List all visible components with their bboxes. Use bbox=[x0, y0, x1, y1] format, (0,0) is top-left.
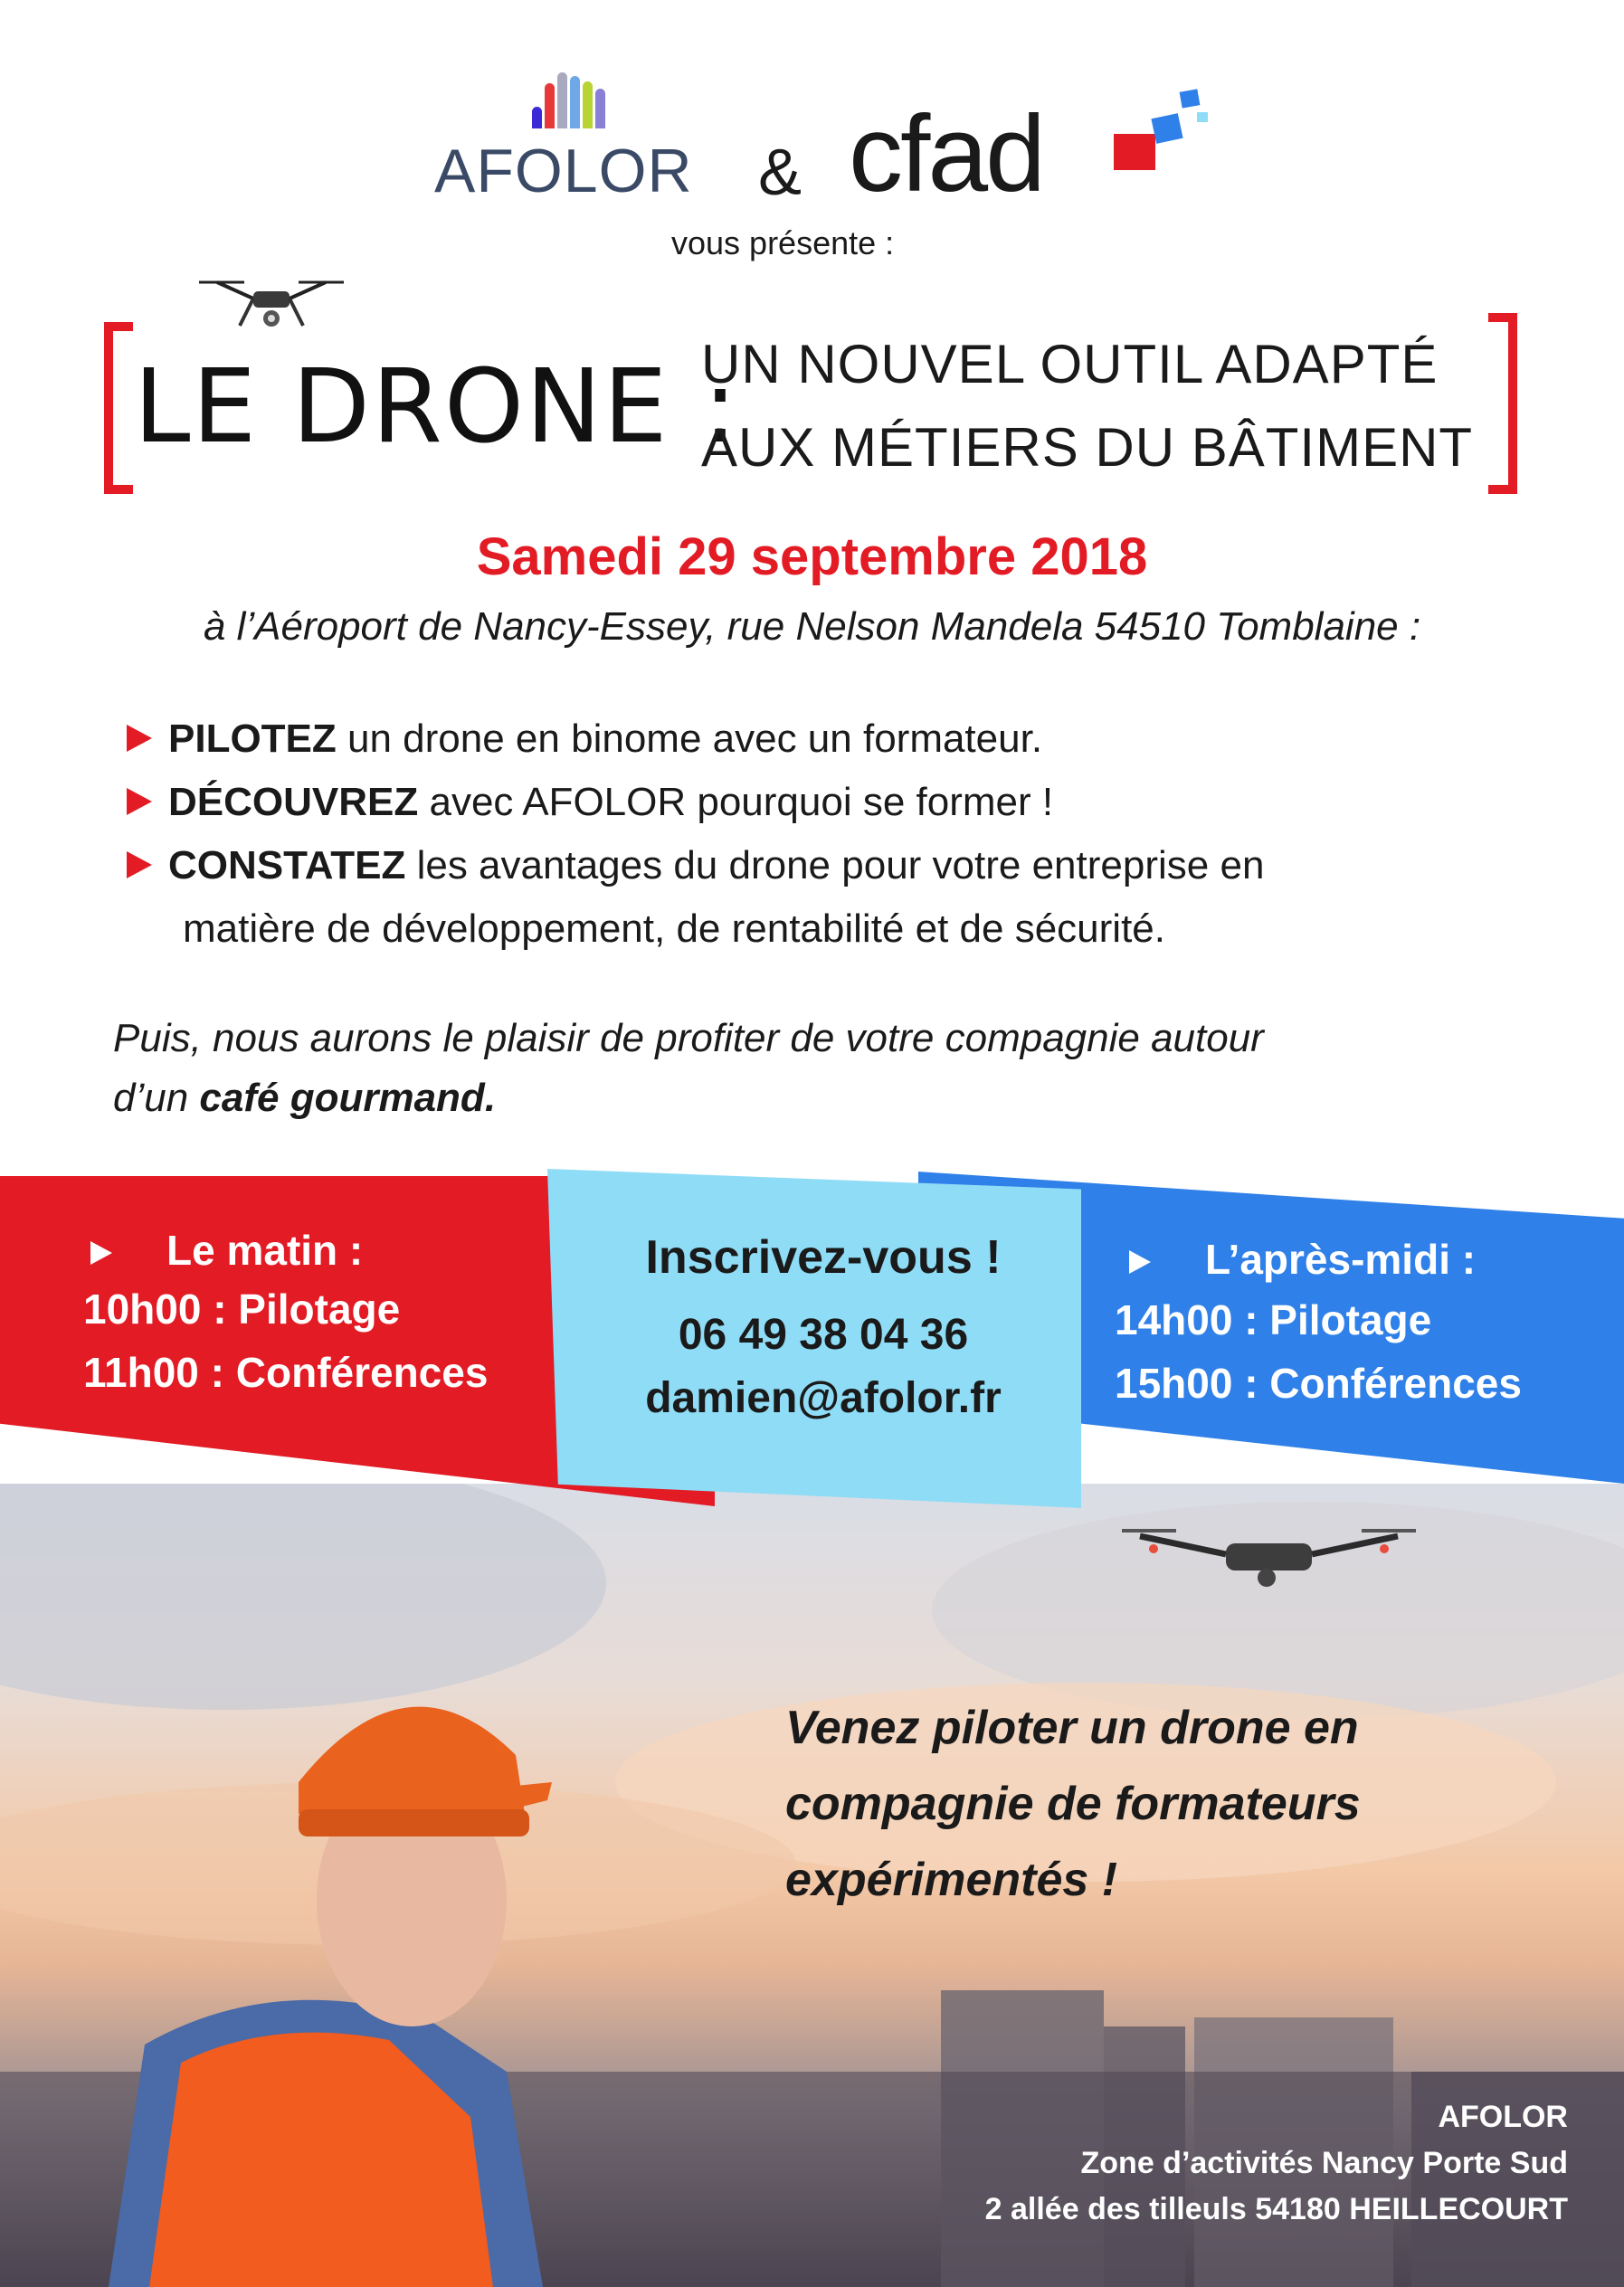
invite-line2-prefix: d’un bbox=[113, 1076, 200, 1120]
cfad-logo-text: cfad bbox=[849, 93, 1043, 214]
bullet-text: les avantages du drone pour votre entreprise en bbox=[405, 843, 1265, 887]
register-phone[interactable]: 06 49 38 04 36 bbox=[678, 1311, 969, 1359]
address-block bbox=[985, 2094, 1568, 2233]
address-line2: 2 allée des tilleuls 54180 HEILLECOURT bbox=[984, 2192, 1568, 2226]
triangle-bullet-icon bbox=[127, 788, 152, 815]
title-bracket-left bbox=[104, 322, 133, 494]
bullet-bold: PILOTEZ bbox=[168, 716, 337, 761]
register-email[interactable]: damien@afolor.fr bbox=[645, 1374, 1002, 1422]
tagline-line1: Venez piloter un drone en bbox=[785, 1702, 1359, 1754]
bullet-text: un drone en binome avec un formateur. bbox=[336, 716, 1043, 761]
cfad-logo-squares bbox=[1108, 83, 1217, 183]
tagline-line3: expérimentés ! bbox=[785, 1854, 1118, 1906]
afternoon-heading-text: L’après-midi : bbox=[1205, 1236, 1477, 1283]
bullet-bold: CONSTATEZ bbox=[168, 843, 406, 887]
bullet-continuation: matière de développement, de rentabilité et de sécurité. bbox=[183, 906, 1165, 951]
drone-icon bbox=[190, 262, 353, 344]
bullet-bold: DÉCOUVREZ bbox=[168, 780, 419, 824]
morning-item-pilotage: 10h00 : Pilotage bbox=[83, 1286, 401, 1333]
title-subtitle-line1: UN NOUVEL OUTIL ADAPTÉ bbox=[701, 334, 1439, 394]
triangle-bullet-icon bbox=[127, 725, 152, 752]
triangle-bullet-icon bbox=[127, 851, 152, 878]
bullet-text: avec AFOLOR pourquoi se former ! bbox=[418, 780, 1054, 824]
bullet-item bbox=[127, 843, 1264, 888]
afternoon-item-pilotage: 14h00 : Pilotage bbox=[1115, 1296, 1432, 1343]
address-line1: Zone d’activités Nancy Porte Sud bbox=[1080, 2146, 1568, 2180]
tagline bbox=[785, 1690, 1361, 1918]
title-subtitle-line2: AUX MÉTIERS DU BÂTIMENT bbox=[701, 417, 1474, 478]
bullet-item bbox=[127, 716, 1042, 762]
ampersand: & bbox=[758, 137, 803, 209]
afternoon-heading bbox=[1129, 1235, 1476, 1284]
address-name: AFOLOR bbox=[1438, 2100, 1568, 2134]
title-main: LE DRONE : bbox=[134, 348, 739, 466]
event-location: à l’Aéroport de Nancy-Essey, rue Nelson Mandela 54510 Tomblaine : bbox=[203, 604, 1421, 649]
tagline-line2: compagnie de formateurs bbox=[785, 1778, 1361, 1830]
morning-item-conferences: 11h00 : Conférences bbox=[83, 1349, 489, 1396]
presents-text: vous présente : bbox=[671, 224, 895, 261]
play-triangle-icon bbox=[1129, 1250, 1151, 1274]
morning-heading bbox=[90, 1226, 363, 1275]
invite-line2-bold: café gourmand. bbox=[199, 1076, 497, 1120]
afternoon-item-conferences: 15h00 : Conférences bbox=[1115, 1360, 1522, 1407]
play-triangle-icon bbox=[90, 1241, 112, 1265]
invite-line1: Puis, nous aurons le plaisir de profiter de votre compagnie autour bbox=[113, 1016, 1264, 1060]
afolor-logo-bars bbox=[532, 56, 613, 128]
register-heading: Inscrivez-vous ! bbox=[645, 1231, 1002, 1284]
afolor-logo-text: AFOLOR bbox=[434, 137, 693, 205]
invite-text bbox=[113, 1009, 1543, 1128]
morning-heading-text: Le matin : bbox=[166, 1227, 364, 1274]
bullet-item bbox=[127, 780, 1053, 825]
event-date: Samedi 29 septembre 2018 bbox=[476, 527, 1148, 586]
title-bracket-right bbox=[1488, 313, 1517, 494]
